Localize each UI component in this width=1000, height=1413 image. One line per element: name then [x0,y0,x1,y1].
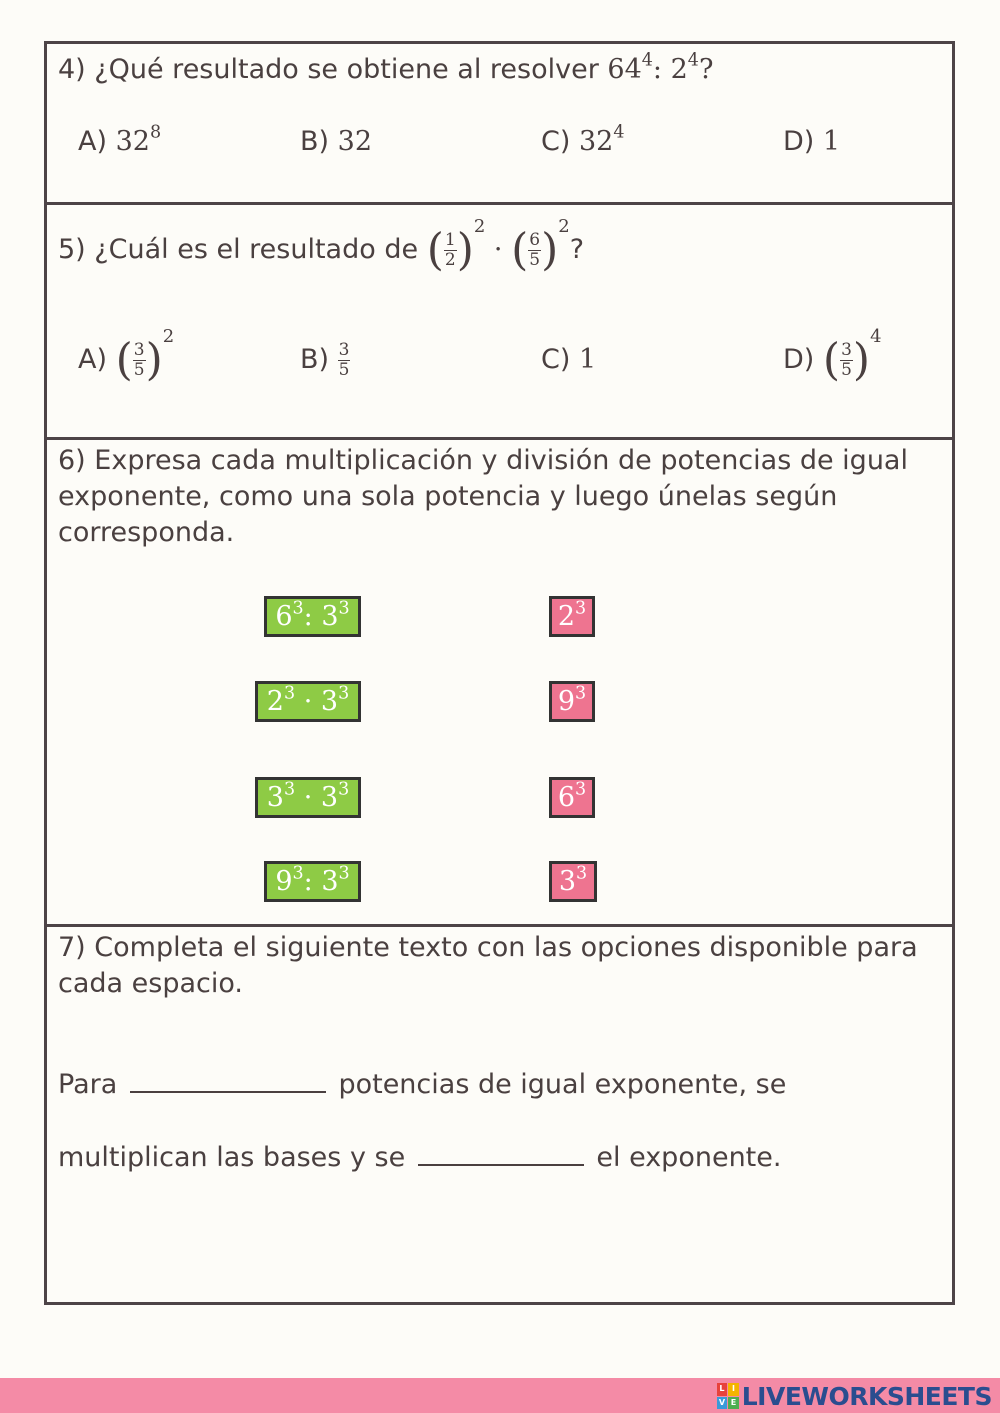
q5-option-c[interactable]: C) 1 [541,344,597,375]
worksheet [44,41,955,1305]
liveworksheets-mark-icon: L I V E [717,1383,739,1409]
match-left-item[interactable]: $6^3$: $3^3$ [264,596,361,637]
q4-option-b[interactable]: B) 32 [300,126,372,157]
q7-line-1: Para potencias de igual exponente, se [58,1069,787,1100]
match-left-item[interactable]: $2^3 \cdot 3^3$ [255,681,361,722]
question-7-text: 7) Completa el siguiente texto con las opciones disponible para cada espacio. [58,932,918,999]
match-right-item[interactable]: $6^3$ [549,777,595,818]
q5-fraction-1: $\frac{1}{2}$ [444,230,456,270]
question-4 [47,44,952,205]
liveworksheets-brand: LIVEWORKSHEETS [741,1381,992,1411]
match-right-item[interactable]: $3^3$ [549,861,597,902]
blank-input-1[interactable] [130,1067,326,1093]
match-right-item[interactable]: $9^3$ [549,681,595,722]
match-left-item[interactable]: $9^3$: $3^3$ [264,861,361,902]
q4-option-a[interactable]: A) $32^8$ [78,122,162,157]
question-4-text: 4) ¿Qué resultado se obtiene al resolver $64^4$: $2^4$? [58,50,714,85]
q7-line-2: multiplican las bases y se el exponente. [58,1142,782,1173]
q5-option-b[interactable]: B) $\frac{3}{5}$ [300,340,350,380]
q4-option-d[interactable]: D) 1 [783,126,841,157]
q5-option-d[interactable]: D) ( $\frac{3}{5}$ )$^4$ [783,326,882,386]
q4-option-c[interactable]: C) $32^4$ [541,122,625,157]
match-left-item[interactable]: $3^3 \cdot 3^3$ [255,777,361,818]
q5-fraction-2: $\frac{6}{5}$ [529,230,541,270]
q5-option-a[interactable]: A) ( $\frac{3}{5}$ )$^2$ [78,326,175,386]
question-6-text: 6) Expresa cada multiplicación y división de potencias de igual exponente, como una sola potencia y luego únelas según corresponda. [58,445,908,548]
match-right-item[interactable]: $2^3$ [549,596,595,637]
question-7 [47,924,952,1305]
question-5 [47,202,952,440]
blank-input-2[interactable] [418,1140,584,1166]
liveworksheets-logo[interactable] [717,1379,992,1413]
question-5-text: 5) ¿Cuál es el resultado de ( $\frac{1}{2}$ )$^2$ · ( $\frac{6}{5}$ )$^2$? [58,216,585,276]
question-6 [47,437,952,927]
